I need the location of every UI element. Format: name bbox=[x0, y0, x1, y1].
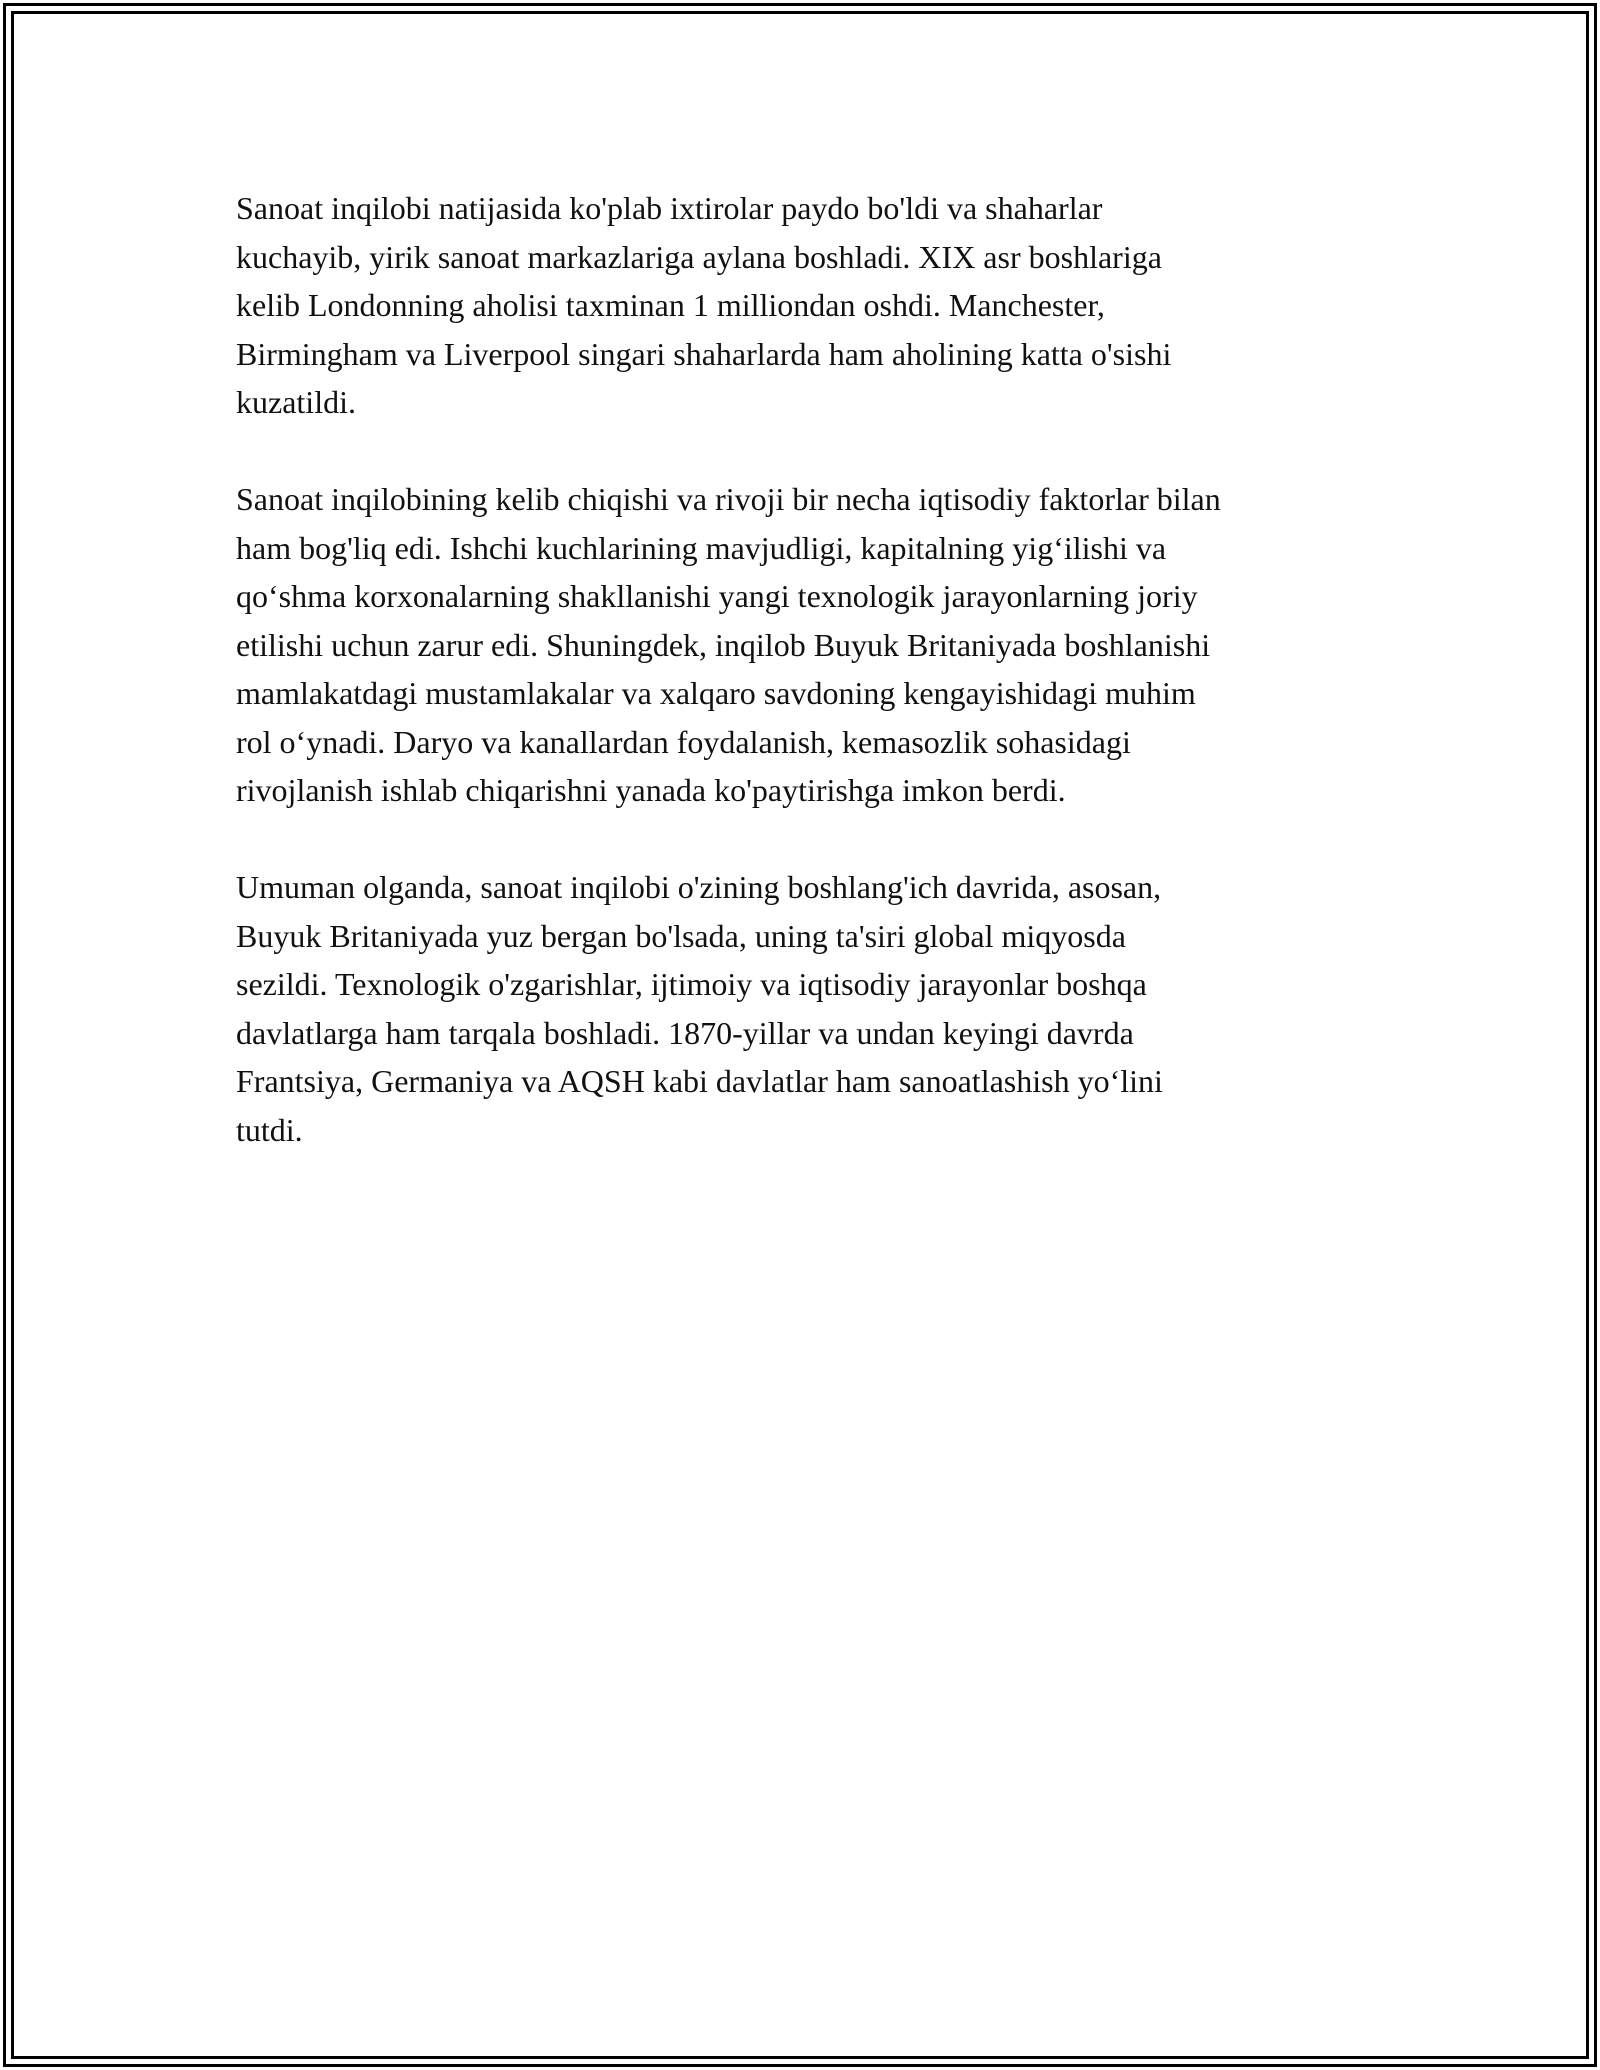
paragraph-3: Umuman olganda, sanoat inqilobi o'zining boshlang'ich davrida, asosan, Buyuk Britaniyada yuz bergan bo'lsada, uning ta'siri global miqyosda sezildi. Texnologik o'zgarishlar, ijtimoiy va iqtisodiy jarayonlar boshqa davlatlarga ham tarqala boshladi. 1870-yillar va undan keyingi davrda Frantsiya, Germaniya va AQSH kabi davlatlar ham sanoatlashish yo‘lini tutdi. bbox=[236, 869, 1163, 1148]
document-body bbox=[236, 184, 1376, 1203]
paragraph-2: Sanoat inqilobining kelib chiqishi va rivoji bir necha iqtisodiy faktorlar bilan ham bog'liq edi. Ishchi kuchlarining mavjudligi, kapitalning yig‘ilishi va qo‘shma korxonalarning shakllanishi yangi texnologik jarayonlarning joriy etilishi uchun zarur edi. Shuningdek, inqilob Buyuk Britaniyada boshlanishi mamlakatdagi mustamlakalar va xalqaro savdoning kengayishidagi muhim rol o‘ynadi. Daryo va kanallardan foydalanish, kemasozlik sohasidagi rivojlanish ishlab chiqarishni yanada ko'paytirishga imkon berdi. bbox=[236, 481, 1221, 808]
paragraph-1: Sanoat inqilobi natijasida ko'plab ixtirolar paydo bo'ldi va shaharlar kuchayib, yirik sanoat markazlariga aylana boshladi. XIX asr boshlariga kelib Londonning aholisi taxminan 1 milliondan oshdi. Manchester, Birmingham va Liverpool singari shaharlarda ham aholining katta o'sishi kuzatildi. bbox=[236, 190, 1172, 420]
